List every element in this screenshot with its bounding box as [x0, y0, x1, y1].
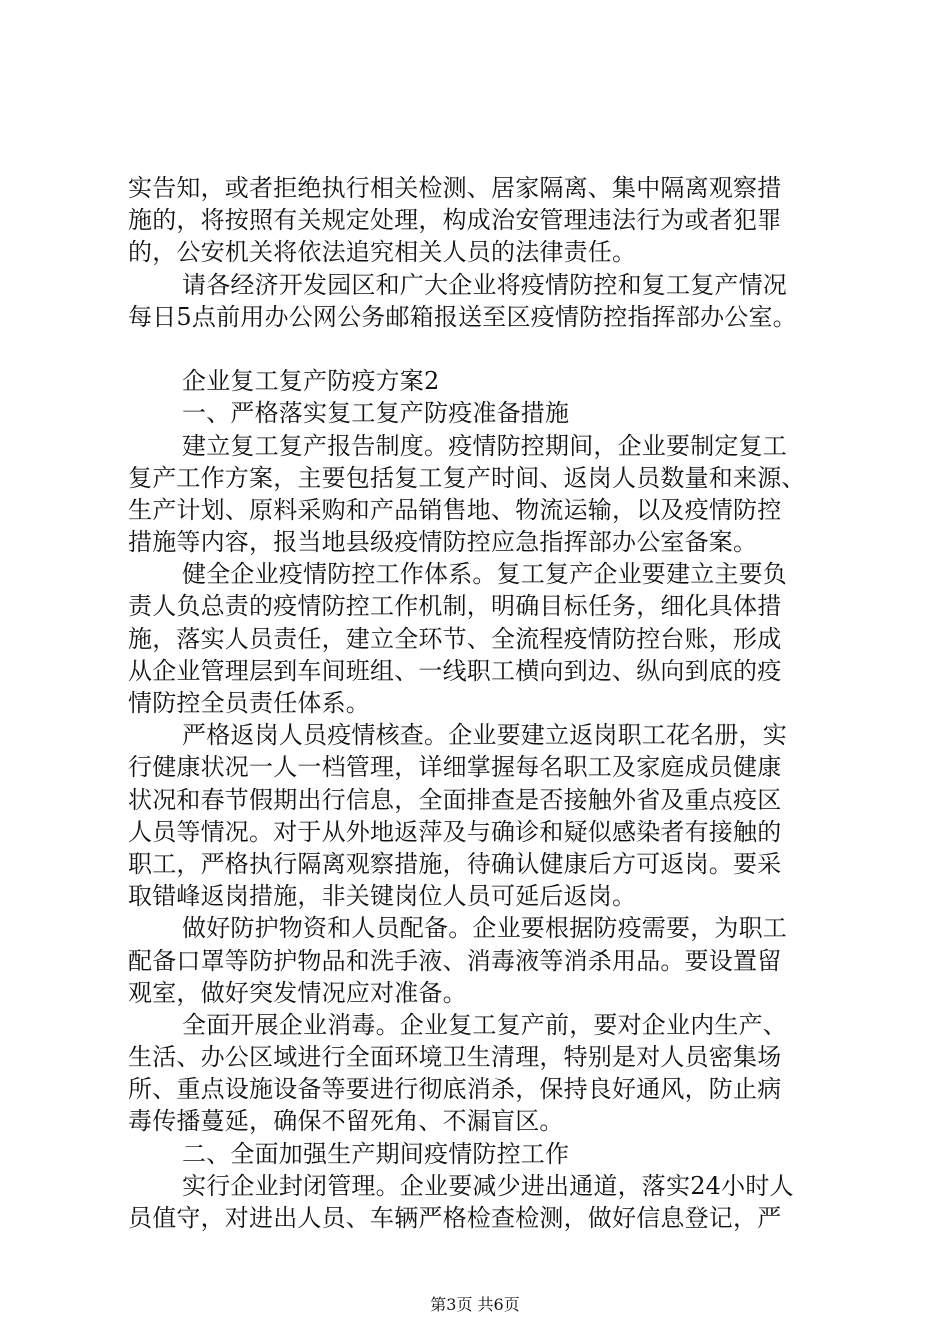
text-line: 每日5点前用办公网公务邮箱报送至区疫情防控指挥部办公室。 [128, 302, 797, 331]
page-number-label: 第3页 共6页 [430, 1295, 520, 1314]
paragraph-start: 建立复工复产报告制度。疫情防控期间，企业要制定复工 [182, 431, 787, 460]
text-line: 毒传播蔓延，确保不留死角、不漏盲区。 [128, 1107, 564, 1136]
section-heading: 二、全面加强生产期间疫情防控工作 [182, 1139, 570, 1168]
document-body [128, 172, 848, 1234]
text-line: 生产计划、原料采购和产品销售地、物流运输，以及疫情防控 [128, 495, 782, 524]
blank-line [128, 333, 848, 365]
paragraph-start: 全面开展企业消毒。企业复工复产前，要对企业内生产、 [182, 1010, 787, 1039]
text-line: 观室，做好突发情况应对准备。 [128, 978, 467, 1007]
text-line: 责人负总责的疫情防控工作机制，明确目标任务，细化具体措 [128, 592, 782, 621]
text-line: 情防控全员责任体系。 [128, 689, 370, 717]
section-heading: 一、严格落实复工复产防疫准备措施 [182, 399, 570, 428]
section-title: 企业复工复产防疫方案2 [182, 367, 440, 396]
paragraph-start: 实行企业封闭管理。企业要减少进出通道，落实24小时人 [182, 1171, 794, 1200]
text-line: 施的，将按照有关规定处理，构成治安管理违法行为或者犯罪 [128, 206, 782, 235]
text-line: 人员等情况。对于从外地返萍及与确诊和疑似感染者有接触的 [128, 817, 782, 846]
paragraph-start: 做好防护物资和人员配备。企业要根据防疫需要，为职工 [182, 914, 787, 943]
text-line: 取错峰返岗措施，非关键岗位人员可延后返岗。 [128, 882, 637, 911]
text-line: 实告知，或者拒绝执行相关检测、居家隔离、集中隔离观察措 [128, 174, 782, 202]
paragraph-start: 健全企业疫情防控工作体系。复工复产企业要建立主要负 [182, 560, 787, 589]
text-line: 的，公安机关将依法追究相关人员的法律责任。 [128, 238, 637, 267]
text-line: 措施等内容，报当地县级疫情防控应急指挥部办公室备案。 [128, 528, 758, 557]
text-line: 复产工作方案，主要包括复工复产时间、返岗人员数量和来源、 [128, 463, 806, 492]
text-line: 配备口罩等防护物品和洗手液、消毒液等消杀用品。要设置留 [128, 946, 782, 975]
text-line: 职工，严格执行隔离观察措施，待确认健康后方可返岗。要采 [128, 849, 782, 878]
text-line: 员值守，对进出人员、车辆严格检查检测，做好信息登记，严 [128, 1204, 782, 1232]
text-line: 行健康状况一人一档管理，详细掌握每名职工及家庭成员健康 [128, 753, 782, 782]
paragraph-start: 严格返岗人员疫情核查。企业要建立返岗职工花名册，实 [182, 721, 787, 750]
page-footer [0, 1295, 950, 1315]
text-line: 施，落实人员责任，建立全环节、全流程疫情防控台账，形成 [128, 624, 782, 653]
paragraph-start: 请各经济开发园区和广大企业将疫情防控和复工复产情况 [182, 270, 787, 299]
text-line: 所、重点设施设备等要进行彻底消杀，保持良好通风，防止病 [128, 1075, 782, 1104]
text-line: 状况和春节假期出行信息，全面排查是否接触外省及重点疫区 [128, 785, 782, 814]
text-line: 生活、办公区域进行全面环境卫生清理，特别是对人员密集场 [128, 1043, 782, 1072]
text-line: 从企业管理层到车间班组、一线职工横向到边、纵向到底的疫 [128, 656, 782, 685]
